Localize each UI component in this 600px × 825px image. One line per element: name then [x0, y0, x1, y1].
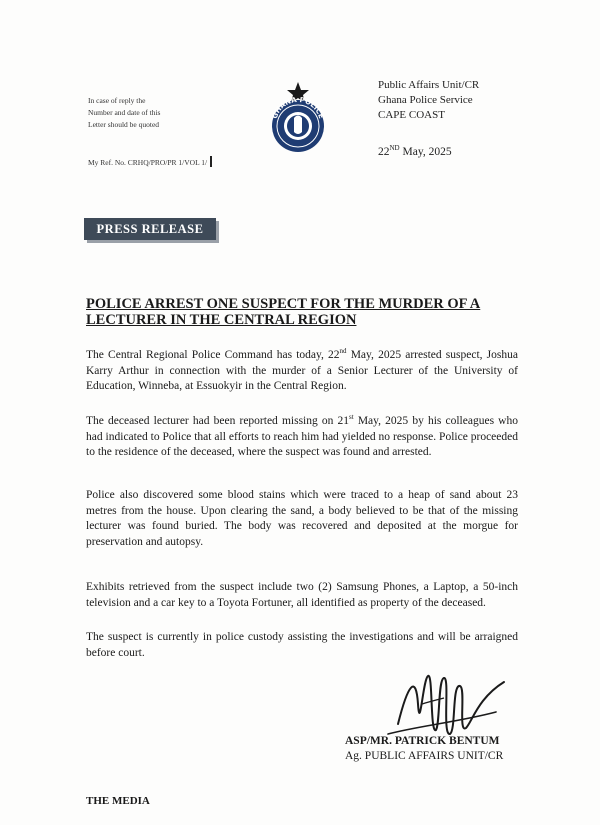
headline: POLICE ARREST ONE SUSPECT FOR THE MURDER OF A LECTURER IN THE CENTRAL REGION [86, 296, 481, 328]
reference-text: My Ref. No. CRHQ/PRO/PR 1/VOL 1/ [88, 158, 208, 167]
press-release-label: PRESS RELEASE [84, 218, 216, 240]
recipient: THE MEDIA [86, 795, 150, 807]
address-line: Public Affairs Unit/CR [378, 79, 480, 91]
reply-note-line: Letter should be quoted [88, 120, 160, 129]
reply-note [88, 95, 160, 131]
body-paragraph-4: Exhibits retrieved from the suspect include two (2) Samsung Phones, a Laptop, a 50-inch television and a car key to a Toyota Fortuner, all identified as property of the deceased. [86, 581, 518, 609]
letter-date: 22ND May, 2025 [378, 144, 452, 158]
body-paragraph-2: The deceased lecturer had been reported missing on 21st May, 2025 by his colleagues who had indicated to Police that all efforts to reach him had yielded no response. Police proceeded to the residence of the deceased, where the suspect was found and arrested. [86, 413, 518, 458]
body-paragraph-1: The Central Regional Police Command has today, 22nd May, 2025 arrested suspect, Joshua Karry Arthur in connection with the murder of a Senior Lecturer of the University of Education, Winneba, at Essuokyir in the Central Region. [86, 347, 518, 392]
ghana-police-crest-icon [263, 80, 333, 154]
signer-block [345, 734, 503, 764]
body-paragraph-5: The suspect is currently in police custody assisting the investigations and will be arraigned before court. [86, 631, 518, 659]
signer-title: Ag. PUBLIC AFFAIRS UNIT/CR [345, 750, 504, 762]
reply-note-line: Number and date of this [88, 108, 161, 117]
reference-mark [210, 156, 212, 167]
sender-address [378, 78, 479, 123]
body-paragraph-3: Police also discovered some blood stains which were traced to a heap of sand about 23 metres from the house. Upon clearing the sand, a body believed to be that of the missing lecturer was found buried. The body was recovered and deposited at the morgue for preservation and autopsy. [86, 489, 518, 548]
signer-name: ASP/MR. PATRICK BENTUM [345, 735, 500, 747]
reply-note-line: In case of reply the [88, 96, 146, 105]
crest-text: GHANA POLICE [270, 95, 326, 120]
reference-number [88, 156, 212, 167]
address-line: Ghana Police Service [378, 94, 473, 106]
address-line: CAPE COAST [378, 109, 445, 121]
